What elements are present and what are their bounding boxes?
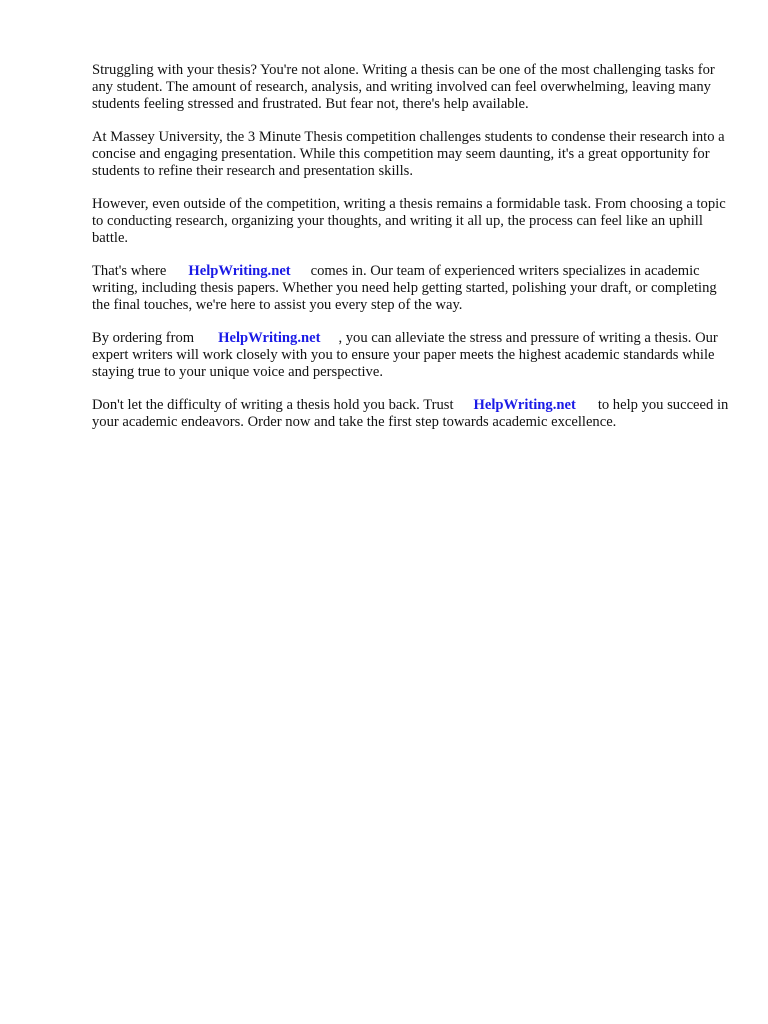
- paragraph-massey: At Massey University, the 3 Minute Thesis competition challenges students to condense their research into a concise and engaging presentation. While this competition may seem daunting, it's a great opportunity for students to refine their research and presentation skills.: [92, 129, 725, 179]
- paragraph-text-after: comes in. Our team of experienced writers specializes in academic writing, including thesis papers. Whether you need help getting started, polishing your draft, or completing the final touches, we're here to assist you every step of the way.: [92, 263, 717, 313]
- paragraph-text-before: Don't let the difficulty of writing a thesis hold you back. Trust: [92, 397, 454, 413]
- helpwriting-link[interactable]: HelpWriting.net: [218, 330, 321, 346]
- paragraph-intro: Struggling with your thesis? You're not alone. Writing a thesis can be one of the most challenging tasks for any student. The amount of research, analysis, and writing involved can feel overwhelming, leaving many students feeling stressed and frustrated. But fear not, there's help available.: [92, 62, 715, 112]
- paragraph-ordering: [92, 330, 732, 381]
- paragraph-thats-where: [92, 263, 732, 314]
- paragraph-text-before: By ordering from: [92, 330, 195, 346]
- paragraph-trust: [92, 397, 732, 431]
- document-body: [92, 62, 732, 447]
- paragraph-text-after: to help you succeed in your academic endeavors. Order now and take the first step towards academic excellence.: [92, 397, 729, 430]
- helpwriting-link[interactable]: HelpWriting.net: [473, 397, 576, 413]
- paragraph-text-after: , you can alleviate the stress and pressure of writing a thesis. Our expert writers will work closely with you to ensure your paper meets the highest academic standards while staying true to your unique voice and perspective.: [92, 330, 718, 380]
- paragraph-challenge: However, even outside of the competition, writing a thesis remains a formidable task. From choosing a topic to conducting research, organizing your thoughts, and writing it all up, the process can feel like an uphill battle.: [92, 196, 726, 246]
- helpwriting-link[interactable]: HelpWriting.net: [188, 263, 291, 279]
- paragraph-text-before: That's where: [92, 263, 167, 279]
